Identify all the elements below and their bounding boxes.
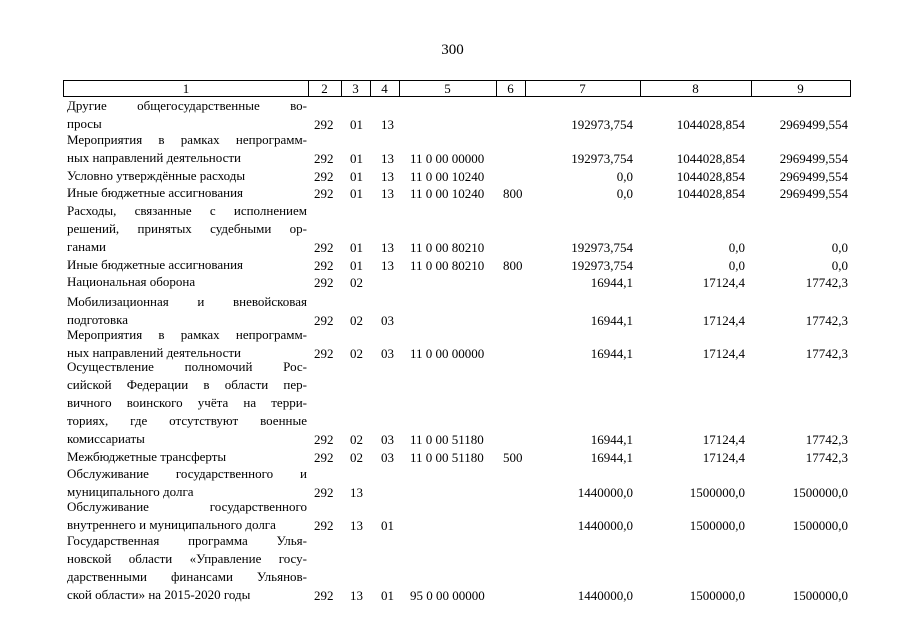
- cell-c2: 292: [314, 275, 334, 290]
- cell-c2: 292: [314, 117, 334, 132]
- row-name-line: Обслуживание государственного и: [67, 466, 307, 481]
- row-name-line: ториях, где отсутствуют военные: [67, 413, 307, 428]
- cell-c4: 13: [381, 117, 394, 132]
- cell-c9: 1500000,0: [792, 588, 848, 603]
- cell-c2: 292: [314, 518, 334, 533]
- row-name-line: Условно утверждённые расходы: [67, 168, 246, 183]
- cell-c3: 02: [350, 275, 363, 290]
- row-name-line: Иные бюджетные ассигнования: [67, 185, 244, 200]
- cell-c6: 800: [503, 186, 523, 201]
- row-name-line: Мероприятия в рамках непрограмм-: [67, 327, 307, 342]
- row-name-line: Мобилизационная и вневойсковая: [67, 294, 307, 309]
- cell-c3: 01: [350, 186, 363, 201]
- row-name-line: муниципального долга: [67, 484, 194, 499]
- cell-c4: 03: [381, 313, 394, 328]
- cell-c2: 292: [314, 258, 334, 273]
- row-name-line: решений, принятых судебными ор-: [67, 221, 307, 236]
- cell-c2: 292: [314, 313, 334, 328]
- cell-c9: 17742,3: [805, 313, 848, 328]
- row-name-line: Иные бюджетные ассигнования: [67, 257, 244, 272]
- cell-c7: 16944,1: [590, 313, 633, 328]
- row-name-line: внутреннего и муниципального долга: [67, 517, 276, 532]
- row-name-line: вичного воинского учёта на терри-: [67, 395, 307, 410]
- cell-c5: 11 0 00 51180: [410, 432, 484, 447]
- cell-c4: 13: [381, 169, 394, 184]
- cell-c5: 95 0 00 00000: [410, 588, 485, 603]
- cell-c9: 0,0: [831, 258, 848, 273]
- cell-c5: 11 0 00 10240: [410, 186, 485, 201]
- cell-c2: 292: [314, 588, 334, 603]
- cell-c8: 17124,4: [702, 346, 745, 361]
- cell-c8: 17124,4: [702, 275, 745, 290]
- cell-c4: 03: [381, 432, 394, 447]
- row-name-line: ганами: [67, 239, 107, 254]
- cell-c7: 192973,754: [571, 117, 633, 132]
- row-name-line: ных направлений деятельности: [67, 150, 241, 165]
- cell-c3: 13: [350, 485, 363, 500]
- cell-c2: 292: [314, 432, 334, 447]
- cell-c2: 292: [314, 151, 334, 166]
- cell-c7: 16944,1: [590, 346, 633, 361]
- cell-c8: 1500000,0: [689, 588, 745, 603]
- cell-c8: 17124,4: [702, 313, 745, 328]
- cell-c4: 13: [381, 186, 394, 201]
- header-cell-col4: 4: [370, 80, 400, 97]
- header-cell-col8: 8: [640, 80, 752, 97]
- cell-c4: 01: [381, 588, 394, 603]
- row-name-line: дарственными финансами Ульянов-: [67, 569, 307, 584]
- cell-c3: 01: [350, 169, 363, 184]
- cell-c7: 1440000,0: [577, 485, 633, 500]
- cell-c9: 1500000,0: [792, 485, 848, 500]
- row-name-line: ской области» на 2015-2020 годы: [67, 587, 251, 602]
- cell-c5: 11 0 00 51180: [410, 450, 484, 465]
- row-name-line: Другие общегосударственные во-: [67, 98, 307, 113]
- cell-c2: 292: [314, 240, 334, 255]
- cell-c9: 0,0: [831, 240, 848, 255]
- cell-c4: 03: [381, 346, 394, 361]
- header-cell-col6: 6: [496, 80, 526, 97]
- row-name-line: Расходы, связанные с исполнением: [67, 203, 307, 218]
- cell-c7: 192973,754: [571, 240, 633, 255]
- cell-c7: 16944,1: [590, 275, 633, 290]
- cell-c3: 02: [350, 313, 363, 328]
- row-name-line: Мероприятия в рамках непрограмм-: [67, 132, 307, 147]
- cell-c3: 02: [350, 432, 363, 447]
- header-cell-col7: 7: [525, 80, 641, 97]
- cell-c7: 0,0: [616, 186, 633, 201]
- cell-c8: 1044028,854: [676, 169, 745, 184]
- header-cell-col5: 5: [399, 80, 497, 97]
- row-name-line: Национальная оборона: [67, 274, 196, 289]
- cell-c4: 01: [381, 518, 394, 533]
- cell-c9: 17742,3: [805, 275, 848, 290]
- cell-c2: 292: [314, 346, 334, 361]
- row-name-line: Осуществление полномочий Рос-: [67, 359, 307, 374]
- cell-c7: 16944,1: [590, 450, 633, 465]
- cell-c2: 292: [314, 485, 334, 500]
- row-name-line: Государственная программа Улья-: [67, 533, 307, 548]
- row-name: [67, 532, 307, 604]
- cell-c6: 800: [503, 258, 523, 273]
- cell-c7: 192973,754: [571, 258, 633, 273]
- cell-c3: 02: [350, 346, 363, 361]
- cell-c8: 17124,4: [702, 432, 745, 447]
- cell-c9: 2969499,554: [779, 186, 848, 201]
- cell-c5: 11 0 00 10240: [410, 169, 485, 184]
- header-cell-col2: 2: [308, 80, 342, 97]
- row-name-line: Обслуживание государственного: [67, 499, 307, 514]
- cell-c4: 03: [381, 450, 394, 465]
- cell-c8: 17124,4: [702, 450, 745, 465]
- cell-c8: 1500000,0: [689, 485, 745, 500]
- cell-c5: 11 0 00 80210: [410, 240, 485, 255]
- cell-c9: 2969499,554: [779, 169, 848, 184]
- cell-c6: 500: [503, 450, 523, 465]
- cell-c3: 13: [350, 518, 363, 533]
- cell-c9: 17742,3: [805, 346, 848, 361]
- header-cell-col3: 3: [341, 80, 371, 97]
- cell-c3: 01: [350, 240, 363, 255]
- row-name-line: просы: [67, 116, 102, 131]
- cell-c4: 13: [381, 258, 394, 273]
- cell-c4: 13: [381, 240, 394, 255]
- row-name-line: новской области «Управление госу-: [67, 551, 307, 566]
- row-name-line: ных направлений деятельности: [67, 345, 241, 360]
- cell-c3: 01: [350, 258, 363, 273]
- cell-c2: 292: [314, 450, 334, 465]
- cell-c8: 0,0: [728, 240, 745, 255]
- cell-c8: 1044028,854: [676, 151, 745, 166]
- cell-c7: 1440000,0: [577, 518, 633, 533]
- cell-c7: 16944,1: [590, 432, 633, 447]
- cell-c9: 2969499,554: [779, 151, 848, 166]
- cell-c8: 1044028,854: [676, 186, 745, 201]
- header-cell-col9: 9: [751, 80, 851, 97]
- cell-c5: 11 0 00 80210: [410, 258, 485, 273]
- cell-c5: 11 0 00 00000: [410, 346, 485, 361]
- cell-c3: 02: [350, 450, 363, 465]
- cell-c9: 17742,3: [805, 432, 848, 447]
- cell-c8: 0,0: [728, 258, 745, 273]
- cell-c7: 0,0: [616, 169, 633, 184]
- cell-c5: 11 0 00 00000: [410, 151, 485, 166]
- cell-c2: 292: [314, 169, 334, 184]
- row-name-line: комиссариаты: [67, 431, 145, 446]
- row-name-line: Межбюджетные трансферты: [67, 449, 227, 464]
- cell-c8: 1044028,854: [676, 117, 745, 132]
- cell-c7: 1440000,0: [577, 588, 633, 603]
- cell-c9: 17742,3: [805, 450, 848, 465]
- cell-c2: 292: [314, 186, 334, 201]
- cell-c8: 1500000,0: [689, 518, 745, 533]
- row-name-line: сийской Федерации в области пер-: [67, 377, 307, 392]
- page-number: 300: [441, 42, 464, 58]
- cell-c3: 01: [350, 151, 363, 166]
- cell-c9: 1500000,0: [792, 518, 848, 533]
- cell-c9: 2969499,554: [779, 117, 848, 132]
- cell-c3: 01: [350, 117, 363, 132]
- row-name-line: подготовка: [67, 312, 129, 327]
- cell-c3: 13: [350, 588, 363, 603]
- cell-c7: 192973,754: [571, 151, 633, 166]
- header-cell-col1: 1: [63, 80, 309, 97]
- cell-c4: 13: [381, 151, 394, 166]
